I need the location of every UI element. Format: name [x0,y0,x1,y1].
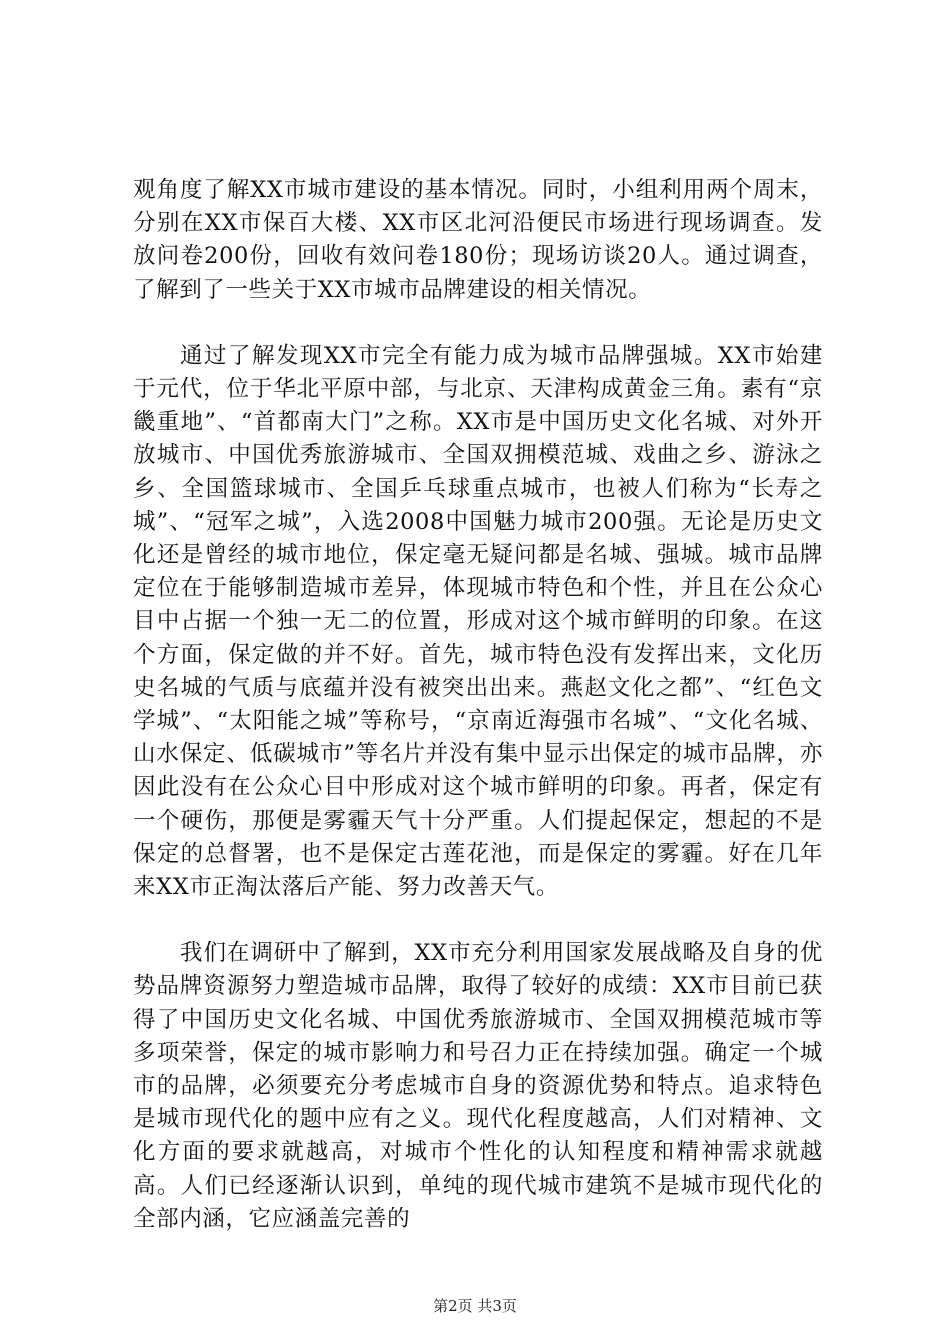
paragraph-gap [133,307,823,340]
paragraph-gap [133,904,823,937]
paragraph-3: 我们在调研中了解到，XX市充分利用国家发展战略及自身的优势品牌资源努力塑造城市品牌，取得了较好的成绩：XX市目前已获得了中国历史文化名城、中国优秀旅游城市、全国双拥模范城市等多项荣誉，保定的城市影响力和号召力正在持续加强。确定一个城市的品牌，必须要充分考虑城市自身的资源优势和特点。追求特色是城市现代化的题中应有之义。现代化程度越高，人们对精神、文化方面的要求就越高，对城市个性化的认知程度和精神需求就越高。人们已经逐渐认识到，单纯的现代城市建筑不是城市现代化的全部内涵，它应涵盖完善的 [133,940,823,1232]
paragraph-2: 通过了解发现XX市完全有能力成为城市品牌强城。XX市始建于元代，位于华北平原中部，与北京、天津构成黄金三角。素有“京畿重地”、“首都南大门”之称。XX市是中国历史文化名城、对外开放城市、中国优秀旅游城市、全国双拥模范城、戏曲之乡、游泳之乡、全国篮球城市、全国乒乓球重点城市，也被人们称为“长寿之城”、“冠军之城”，入选2008中国魅力城市200强。无论是历史文化还是曾经的城市地位，保定毫无疑问都是名城、强城。城市品牌定位在于能够制造城市差异，体现城市特色和个性，并且在公众心目中占据一个独一无二的位置，形成对这个城市鲜明的印象。在这个方面，保定做的并不好。首先，城市特色没有发挥出来，文化历史名城的气质与底蕴并没有被突出出来。燕赵文化之都”、“红色文学城”、“太阳能之城”等称号，“京南近海强市名城”、“文化名城、山水保定、低碳城市”等名片并没有集中显示出保定的城市品牌，亦因此没有在公众心目中形成对这个城市鲜明的印象。再者，保定有一个硬伤，那便是雾霾天气十分严重。人们提起保定，想起的不是保定的总督署，也不是保定古莲花池，而是保定的雾霾。好在几年来XX市正淘汰落后产能、努力改善天气。 [133,342,823,901]
document-body [133,174,823,1236]
paragraph-1: 观角度了解XX市城市建设的基本情况。同时，小组利用两个周末，分别在XX市保百大楼、XX市区北河沿便民市场进行现场调查。发放问卷200份，回收有效问卷180份；现场访谈20人。通过调查，了解到了一些关于XX市城市品牌建设的相关情况。 [133,177,823,303]
page-number-footer: 第2页 共3页 [433,1297,517,1315]
